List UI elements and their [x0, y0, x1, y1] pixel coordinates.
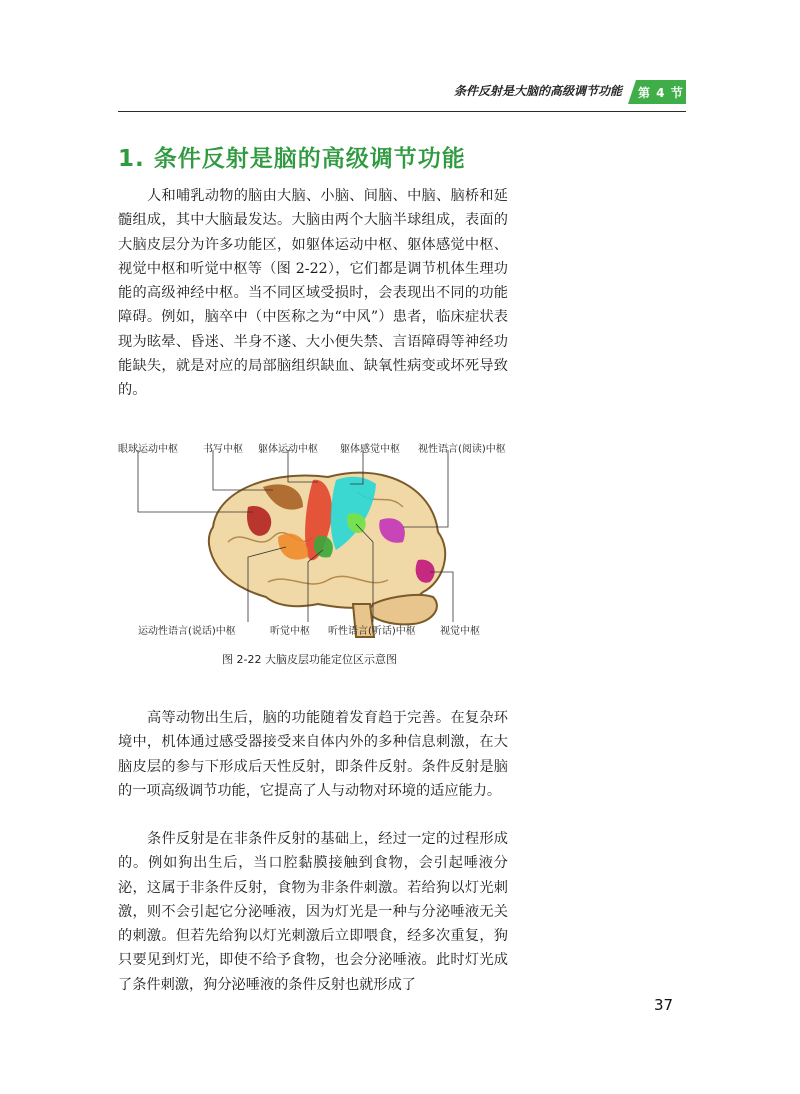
- figure-caption: 图 2-22 大脑皮层功能定位区示意图: [222, 653, 397, 666]
- brain-figure: [118, 432, 538, 672]
- page-header: [0, 0, 800, 120]
- label-motor: 躯体运动中枢: [258, 444, 318, 455]
- label-visual: 视觉中枢: [440, 626, 480, 637]
- label-auditory-language: 听性语言(听话)中枢: [328, 626, 416, 637]
- label-auditory: 听觉中枢: [270, 626, 310, 637]
- label-writing: 书写中枢: [203, 444, 243, 455]
- paragraph-2: 高等动物出生后，脑的功能随着发育趋于完善。在复杂环境中，机体通过感受器接受来自体内外的多种信息刺激，在大脑皮层的参与下形成后天性反射，即条件反射。条件反射是脑的一项高级调节功能，它提高了人与动物对环境的适应能力。: [118, 710, 508, 799]
- running-title: 条件反射是大脑的高级调节功能: [453, 84, 622, 98]
- label-eye-movement: 眼球运动中枢: [118, 444, 178, 455]
- label-speech: 运动性语言(说话)中枢: [138, 626, 236, 637]
- section-heading: 1. 条件反射是脑的高级调节功能: [118, 146, 466, 172]
- paragraph-3: 条件反射是在非条件反射的基础上，经过一定的过程形成的。例如狗出生后，当口腔黏膜接触到食物，会引起唾液分泌，这属于非条件反射，食物为非条件刺激。若给狗以灯光刺激，则不会引起它分泌唾液，因为灯光是一种与分泌唾液无关的刺激。但若先给狗以灯光刺激后立即喂食，经多次重复，狗只要见到灯光，即使不给予食物，也会分泌唾液。此时灯光成了条件刺激，狗分泌唾液的条件反射也就形成了: [118, 831, 508, 993]
- label-sensory: 躯体感觉中枢: [340, 444, 400, 455]
- paragraph-1: 人和哺乳动物的脑由大脑、小脑、间脑、中脑、脑桥和延髓组成，其中大脑最发达。大脑由两个大脑半球组成，表面的大脑皮层分为许多功能区，如躯体运动中枢、躯体感觉中枢、视觉中枢和听觉中枢等（图 2-22），它们都是调节机体生理功能的高级神经中枢。当不同区域受损时，会表现出不同的功能障碍。例如，脑卒中（中医称之为“中风”）患者，临床症状表现为眩晕、昏迷、半身不遂、大小便失禁、言语障碍等神经功能缺失，就是对应的局部脑组织缺血、缺氧性病变或坏死导致的。: [118, 188, 508, 399]
- header-rule: [118, 111, 686, 112]
- section-tab-label: 第 4 节: [638, 86, 684, 100]
- label-visual-language: 视性语言(阅读)中枢: [418, 444, 506, 455]
- page-number: 37: [654, 996, 674, 1014]
